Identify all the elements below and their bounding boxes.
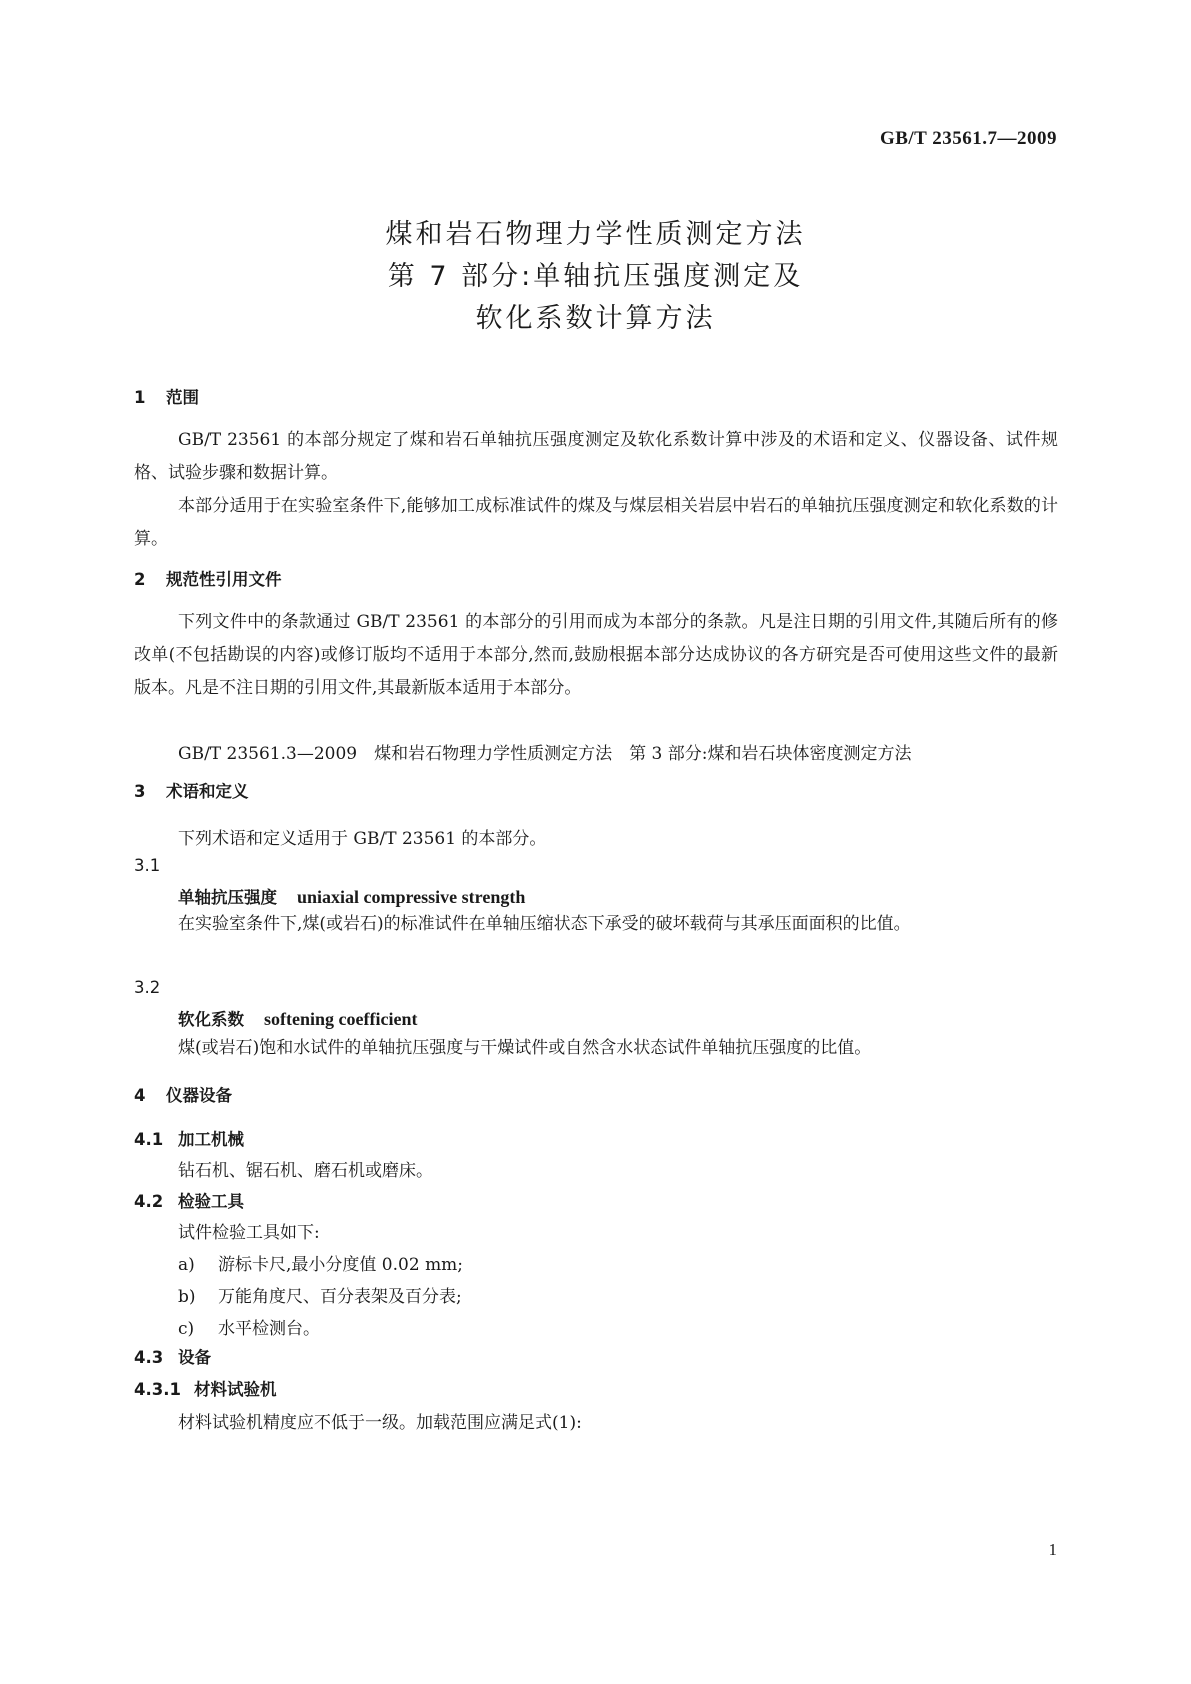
section-number: 4.3 [134, 1348, 164, 1367]
list-item-letter: b) [178, 1287, 196, 1307]
section-title: 设备 [178, 1348, 211, 1367]
term-3-1-definition: 在实验室条件下,煤(或岩石)的标准试件在单轴压缩状态下承受的破坏载荷与其承压面面积的比值。 [178, 914, 911, 934]
section-3-heading [134, 778, 249, 802]
section-title: 检验工具 [178, 1192, 244, 1211]
list-item-text: 万能角度尺、百分表架及百分表; [218, 1287, 462, 1307]
section-2-paragraph-1: 下列文件中的条款通过 GB/T 23561 的本部分的引用而成为本部分的条款。凡是注日期的引用文件,其随后所有的修改单(不包括勘误的内容)或修订版均不适用于本部分,然而,鼓励根据本部分达成协议的各方研究是否可使用这些文件的最新版本。凡是不注日期的引用文件,其最新版本适用于本部分。 [134, 612, 1058, 698]
standard-number: GB/T 23561.7—2009 [879, 128, 1057, 149]
term-3-2-definition: 煤(或岩石)饱和水试件的单轴抗压强度与干燥试件或自然含水状态试件单轴抗压强度的比值。 [178, 1038, 872, 1058]
section-4-3-1-text: 材料试验机精度应不低于一级。加载范围应满足式(1): [178, 1413, 582, 1433]
section-title: 仪器设备 [166, 1086, 232, 1105]
section-number: 4.2 [134, 1192, 164, 1211]
section-4-2-heading [134, 1188, 244, 1212]
section-number: 4 [134, 1086, 146, 1105]
title-line-3: 软化系数计算方法 [475, 303, 716, 334]
section-number: 3 [134, 782, 146, 801]
section-4-3-1-heading [134, 1376, 277, 1400]
term-3-2-number: 3.2 [134, 978, 161, 997]
title-line-1: 煤和岩石物理力学性质测定方法 [385, 219, 806, 250]
section-1-paragraph-2: 本部分适用于在实验室条件下,能够加工成标准试件的煤及与煤层相关岩层中岩石的单轴抗压强度测定和软化系数的计算。 [134, 496, 1058, 549]
section-number: 4.1 [134, 1130, 164, 1149]
section-3-intro: 下列术语和定义适用于 GB/T 23561 的本部分。 [178, 829, 547, 849]
list-item-text: 游标卡尺,最小分度值 0.02 mm; [218, 1255, 464, 1275]
title-line-2: 第 7 部分:单轴抗压强度测定及 [387, 261, 804, 292]
section-title: 材料试验机 [194, 1380, 277, 1399]
list-item [178, 1282, 462, 1307]
section-4-3-heading [134, 1344, 211, 1368]
term-english: softening coefficient [264, 1009, 418, 1029]
term-chinese: 软化系数 [178, 1010, 244, 1029]
section-title: 术语和定义 [166, 782, 249, 801]
section-1-paragraph-1: GB/T 23561 的本部分规定了煤和岩石单轴抗压强度测定及软化系数计算中涉及的术语和定义、仪器设备、试件规格、试验步骤和数据计算。 [134, 430, 1058, 483]
section-title: 范围 [166, 388, 199, 407]
section-4-1-text: 钻石机、锯石机、磨石机或磨床。 [178, 1161, 433, 1181]
list-item-letter: c) [178, 1319, 195, 1339]
term-english: uniaxial compressive strength [297, 887, 526, 907]
section-title: 规范性引用文件 [166, 570, 282, 589]
section-4-heading [134, 1082, 232, 1106]
term-chinese: 单轴抗压强度 [178, 888, 277, 907]
term-3-1-number: 3.1 [134, 856, 161, 875]
term-3-1 [178, 884, 525, 908]
section-number: 4.3.1 [134, 1380, 181, 1399]
section-title: 加工机械 [178, 1130, 244, 1149]
list-item [178, 1314, 320, 1339]
section-1-heading [134, 384, 199, 408]
normative-reference: GB/T 23561.3—2009 煤和岩石物理力学性质测定方法 第 3 部分:煤和岩石块体密度测定方法 [178, 744, 912, 764]
list-item [178, 1250, 463, 1275]
section-number: 2 [134, 570, 146, 589]
list-item-letter: a) [178, 1255, 195, 1275]
section-number: 1 [134, 388, 146, 407]
section-2-heading [134, 566, 282, 590]
page-number: 1 [1048, 1540, 1057, 1559]
section-4-1-heading [134, 1126, 244, 1150]
list-item-text: 水平检测台。 [218, 1319, 320, 1339]
term-3-2 [178, 1006, 417, 1030]
section-4-2-intro: 试件检验工具如下: [178, 1223, 320, 1243]
